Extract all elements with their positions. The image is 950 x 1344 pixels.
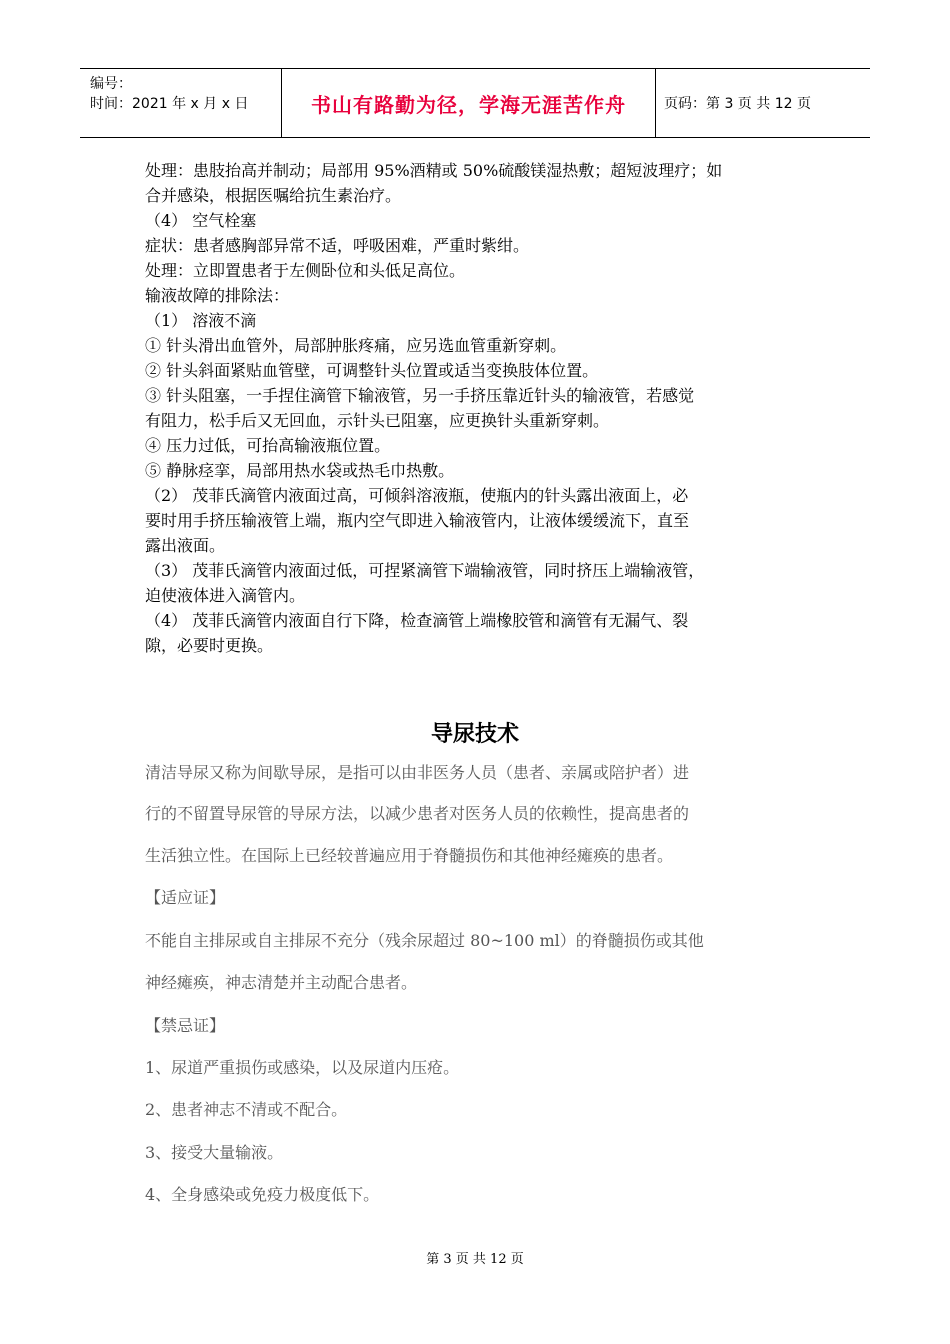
header-motto: 书山有路勤为径，学海无涯苦作舟 bbox=[311, 92, 626, 117]
body-line: ① 针头滑出血管外，局部肿胀疼痛，应另选血管重新穿刺。 bbox=[145, 336, 567, 355]
body-line: ② 针头斜面紧贴血管壁，可调整针头位置或适当变换肢体位置。 bbox=[145, 361, 599, 380]
body-line: ⑤ 静脉痉挛，局部用热水袋或热毛巾热敷。 bbox=[145, 461, 455, 480]
section-heading-contraindications: 【禁忌证】 bbox=[145, 1016, 226, 1035]
section-line: 不能自主排尿或自主排尿不充分（残余尿超过 80~100 ml）的脊髓损伤或其他 bbox=[145, 931, 704, 950]
body-line: 有阻力，松手后又无回血，示针头已阻塞，应更换针头重新穿刺。 bbox=[145, 411, 610, 430]
body-line: 输液故障的排除法： bbox=[145, 286, 290, 305]
body-line: 处理：立即置患者于左侧卧位和头低足高位。 bbox=[145, 261, 466, 280]
body-line: 症状：患者感胸部异常不适，呼吸困难，严重时紫绀。 bbox=[145, 236, 530, 255]
body-line: ④ 压力过低，可抬高输液瓶位置。 bbox=[145, 436, 391, 455]
section-line: 行的不留置导尿管的导尿方法，以减少患者对医务人员的依赖性，提高患者的 bbox=[145, 804, 690, 823]
body-line: （3） 茂菲氏滴管内液面过低，可捏紧滴管下端输液管，同时挤压上端输液管， bbox=[145, 561, 705, 580]
body-line: 露出液面。 bbox=[145, 536, 226, 555]
body-line: 处理：患肢抬高并制动；局部用 95%酒精或 50%硫酸镁湿热敷；超短波理疗；如 bbox=[145, 161, 723, 180]
header-motto-cell bbox=[282, 69, 656, 137]
header-meta bbox=[80, 69, 282, 137]
section-heading-indications: 【适应证】 bbox=[145, 888, 226, 907]
body-line: （4） 空气栓塞 bbox=[145, 211, 257, 230]
section-line: 神经瘫痪，神志清楚并主动配合患者。 bbox=[145, 973, 418, 992]
list-item: 2、患者神志不清或不配合。 bbox=[145, 1100, 348, 1119]
body-line: 合并感染，根据医嘱给抗生素治疗。 bbox=[145, 186, 402, 205]
body-line: 迫使液体进入滴管内。 bbox=[145, 586, 306, 605]
body-line: 隙，必要时更换。 bbox=[145, 636, 274, 655]
page-header bbox=[80, 68, 870, 138]
list-item: 1、尿道严重损伤或感染，以及尿道内压疮。 bbox=[145, 1058, 460, 1077]
body-line: （2） 茂菲氏滴管内液面过高，可倾斜溶液瓶，使瓶内的针头露出液面上，必 bbox=[145, 486, 689, 505]
number-label: 编号： bbox=[90, 76, 132, 92]
body-line: （1） 溶液不滴 bbox=[145, 311, 257, 330]
page-footer: 第 3 页 共 12 页 bbox=[426, 1252, 524, 1267]
body-line: 要时用手挤压输液管上端，瓶内空气即进入输液管内，让液体缓缓流下，直至 bbox=[145, 511, 690, 530]
body-line: （4） 茂菲氏滴管内液面自行下降，检查滴管上端橡胶管和滴管有无漏气、裂 bbox=[145, 611, 689, 630]
list-item: 4、全身感染或免疫力极度低下。 bbox=[145, 1185, 380, 1204]
section-line: 清洁导尿又称为间歇导尿，是指可以由非医务人员（患者、亲属或陪护者）进 bbox=[145, 763, 690, 782]
list-item: 3、接受大量输液。 bbox=[145, 1143, 284, 1162]
section-title: 导尿技术 bbox=[430, 722, 519, 747]
section-line: 生活独立性。在国际上已经较普遍应用于脊髓损伤和其他神经瘫痪的患者。 bbox=[145, 846, 674, 865]
header-page-info: 页码：第 3 页 共 12 页 bbox=[664, 96, 811, 112]
time-label: 时间：2021 年 x 月 x 日 bbox=[90, 96, 249, 112]
body-line: ③ 针头阻塞，一手捏住滴管下输液管，另一手挤压靠近针头的输液管，若感觉 bbox=[145, 386, 695, 405]
header-page-cell bbox=[656, 69, 870, 137]
